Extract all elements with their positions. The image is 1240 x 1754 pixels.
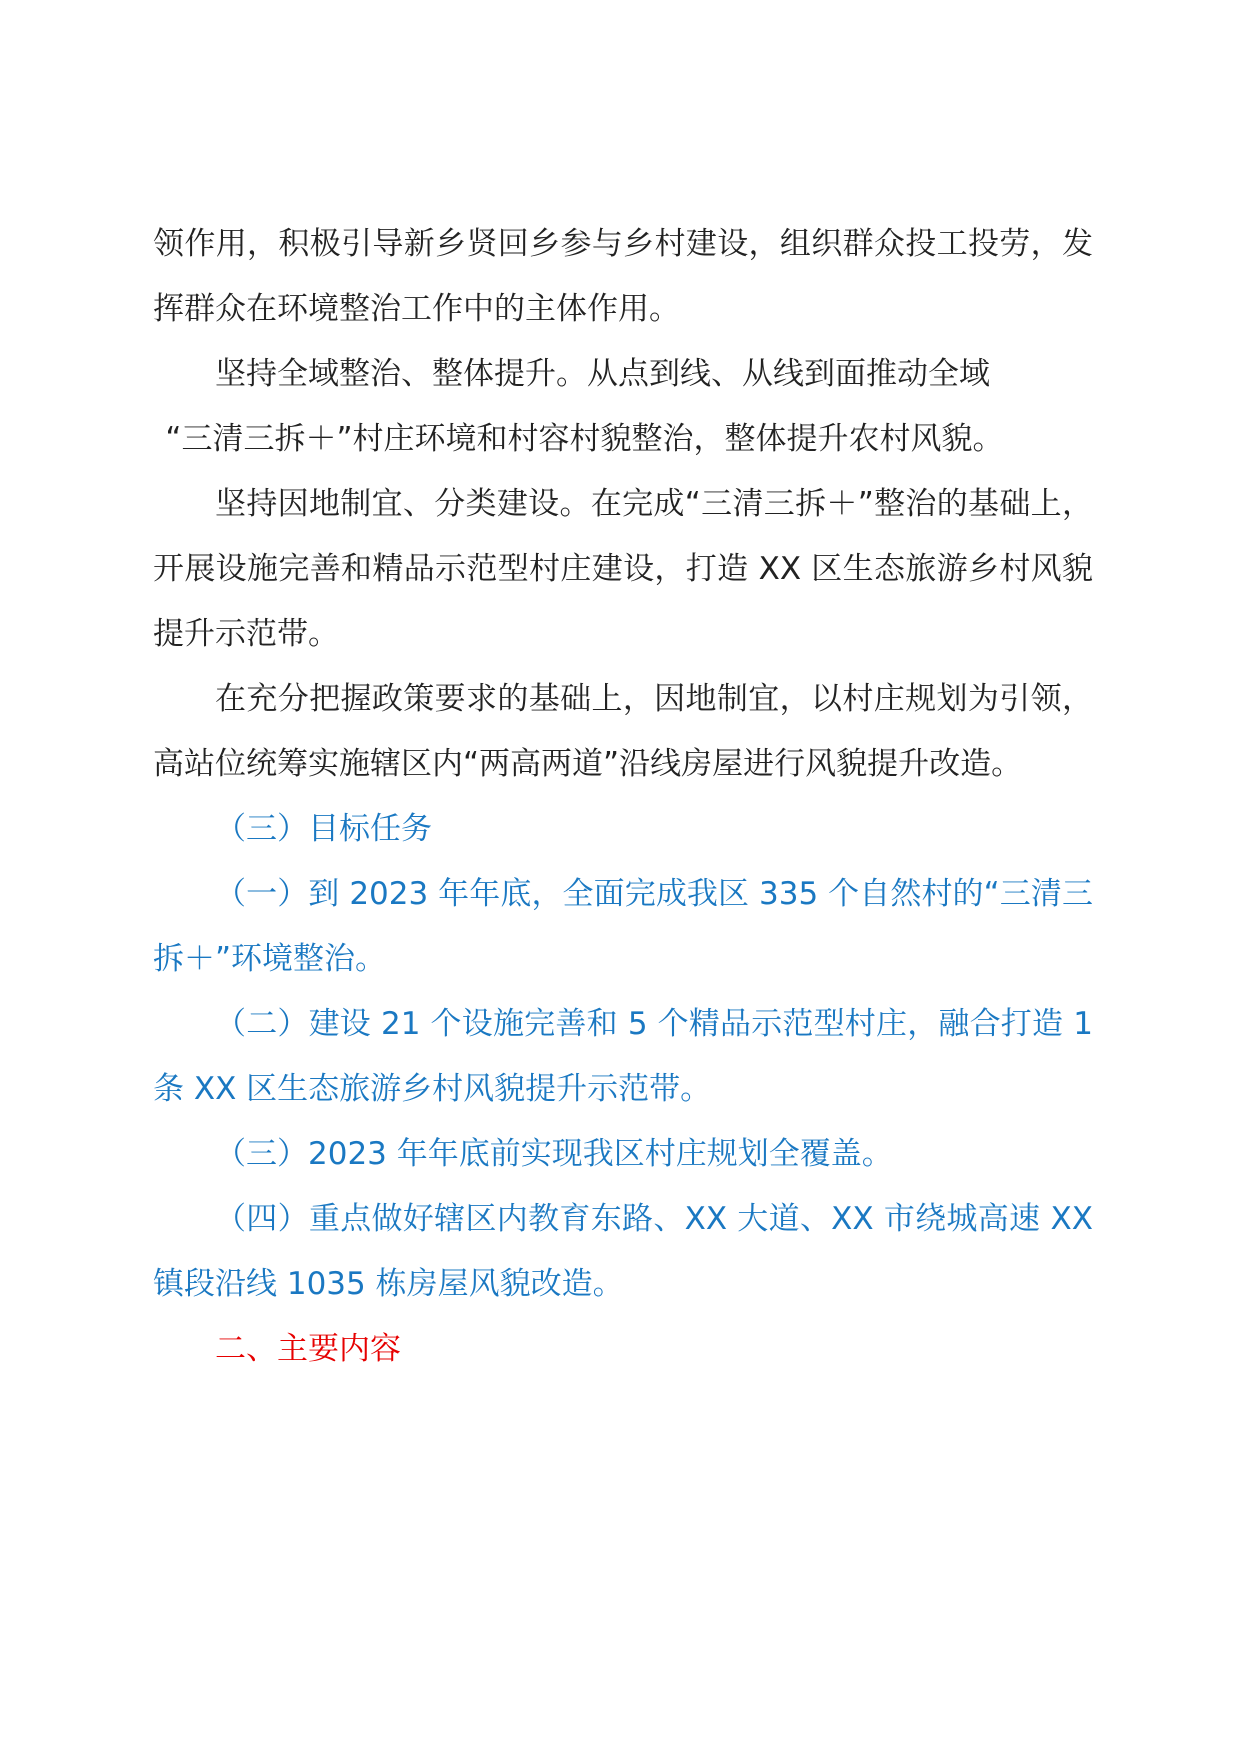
paragraph-local-conditions: 坚持因地制宜、分类建设。在完成“三清三拆＋”整治的基础上，开展设施完善和精品示范型村庄建设，打造 XX 区生态旅游乡村风貌提升示范带。 — [153, 486, 1093, 652]
paragraph-continued: 领作用，积极引导新乡贤回乡参与乡村建设，组织群众投工投劳，发挥群众在环境整治工作中的主体作用。 — [153, 226, 1093, 327]
document-body — [153, 212, 1093, 1382]
target-item-3: （三）2023 年年底前实现我区村庄规划全覆盖。 — [215, 1136, 893, 1172]
target-item-1: （一）到 2023 年年底，全面完成我区 335 个自然村的“三清三拆＋”环境整治。 — [153, 876, 1093, 977]
paragraph-whole-area: 坚持全域整治、整体提升。从点到线、从线到面推动全域 — [215, 356, 990, 392]
paragraph-policy: 在充分把握政策要求的基础上，因地制宜，以村庄规划为引领，高站位统筹实施辖区内“两高两道”沿线房屋进行风貌提升改造。 — [153, 681, 1093, 782]
paragraph-whole-area-continued: “三清三拆＋”村庄环境和村容村貌整治，整体提升农村风貌。 — [165, 421, 1004, 457]
section-heading-goals: （三）目标任务 — [215, 811, 432, 847]
target-item-4: （四）重点做好辖区内教育东路、XX 大道、XX 市绕城高速 XX 镇段沿线 1035 栋房屋风貌改造。 — [153, 1201, 1093, 1302]
section-heading-main-content: 二、主要内容 — [215, 1331, 401, 1367]
target-item-2: （二）建设 21 个设施完善和 5 个精品示范型村庄，融合打造 1 条 XX 区生态旅游乡村风貌提升示范带。 — [153, 1006, 1093, 1107]
